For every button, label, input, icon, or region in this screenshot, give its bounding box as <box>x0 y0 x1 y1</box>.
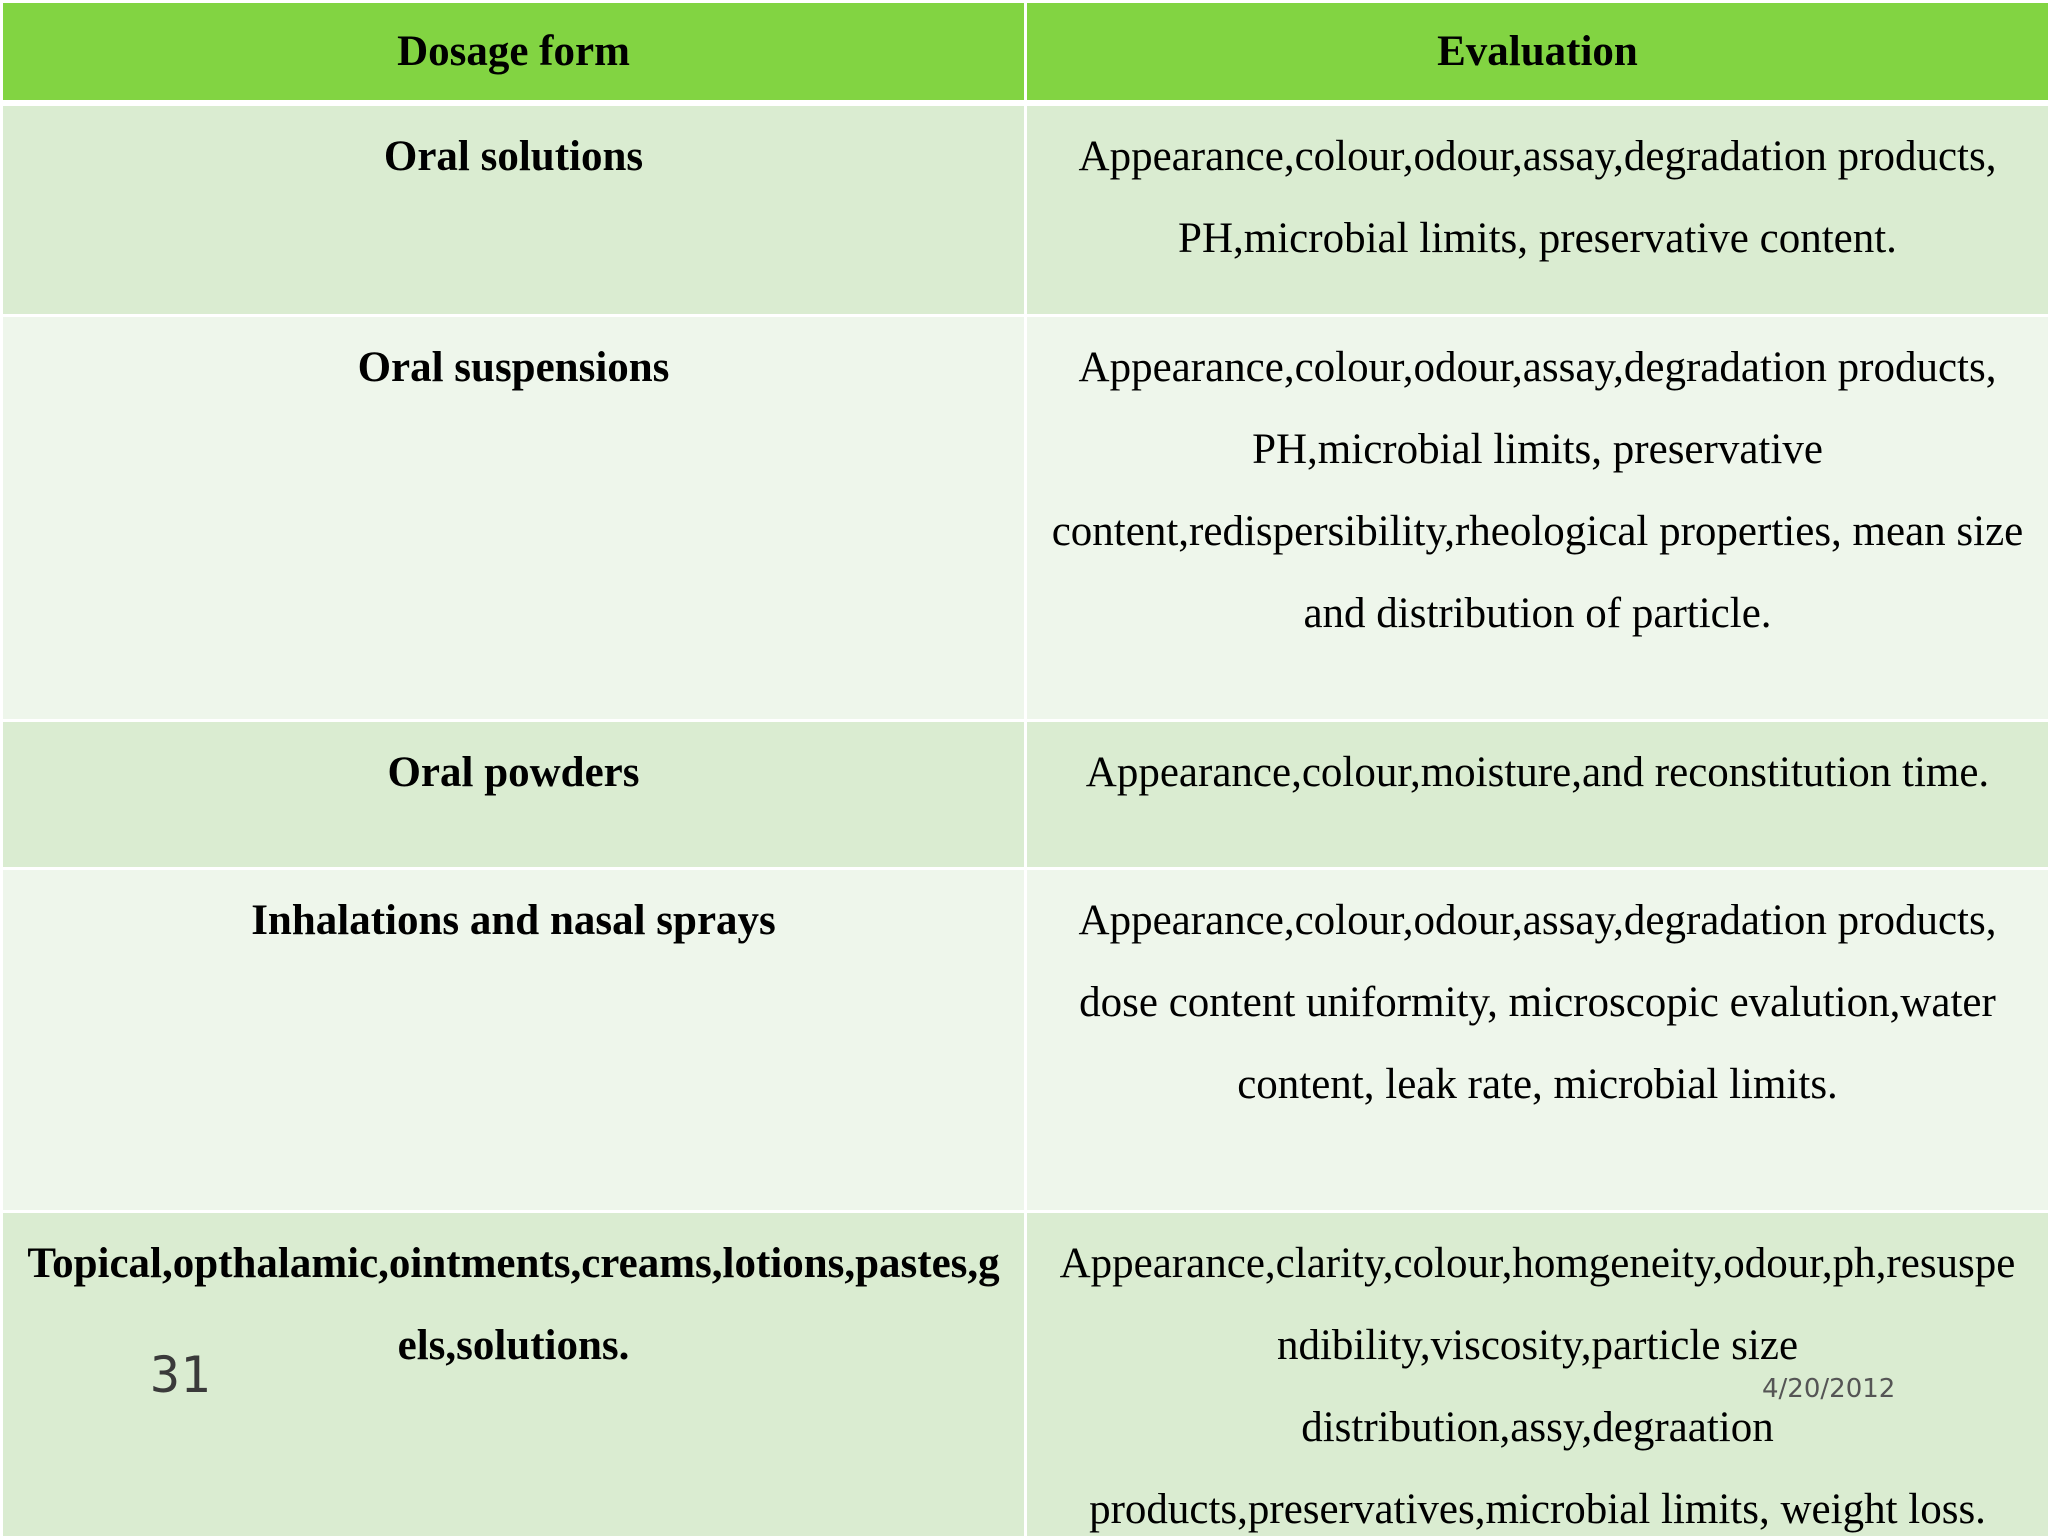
header-dosage-form: Dosage form <box>2 2 1026 103</box>
table-row <box>2 103 2048 316</box>
dosage-form-cell: Oral suspensions <box>2 316 1026 721</box>
dosage-form-cell: Topical,opthalamic,ointments,creams,lotions,pastes,gels,solutions. <box>2 1212 1026 1536</box>
evaluation-cell: Appearance,clarity,colour,homgeneity,odour,ph,resuspendibility,viscosity,particle size distribution,assy,degraation products,preservatives,microbial limits, weight loss. <box>1026 1212 2048 1536</box>
dosage-form-cell: Oral solutions <box>2 103 1026 316</box>
slide-number: 31 <box>150 1346 211 1404</box>
evaluation-cell: Appearance,colour,moisture,and reconstitution time. <box>1026 721 2048 869</box>
table-row <box>2 869 2048 1212</box>
dosage-form-cell: Inhalations and nasal sprays <box>2 869 1026 1212</box>
dosage-form-cell: Oral powders <box>2 721 1026 869</box>
table-row <box>2 1212 2048 1536</box>
evaluation-cell: Appearance,colour,odour,assay,degradation products, PH,microbial limits, preservative content. <box>1026 103 2048 316</box>
evaluation-cell: Appearance,colour,odour,assay,degradation products, PH,microbial limits, preservative content,redispersibility,rheological properties, mean size and distribution of particle. <box>1026 316 2048 721</box>
header-evaluation: Evaluation <box>1026 2 2048 103</box>
slide-date: 4/20/2012 <box>1762 1374 1896 1404</box>
table-row <box>2 316 2048 721</box>
table-row <box>2 721 2048 869</box>
evaluation-cell: Appearance,colour,odour,assay,degradation products, dose content uniformity, microscopic evalution,water content, leak rate, microbial limits. <box>1026 869 2048 1212</box>
table-header-row <box>2 2 2048 103</box>
